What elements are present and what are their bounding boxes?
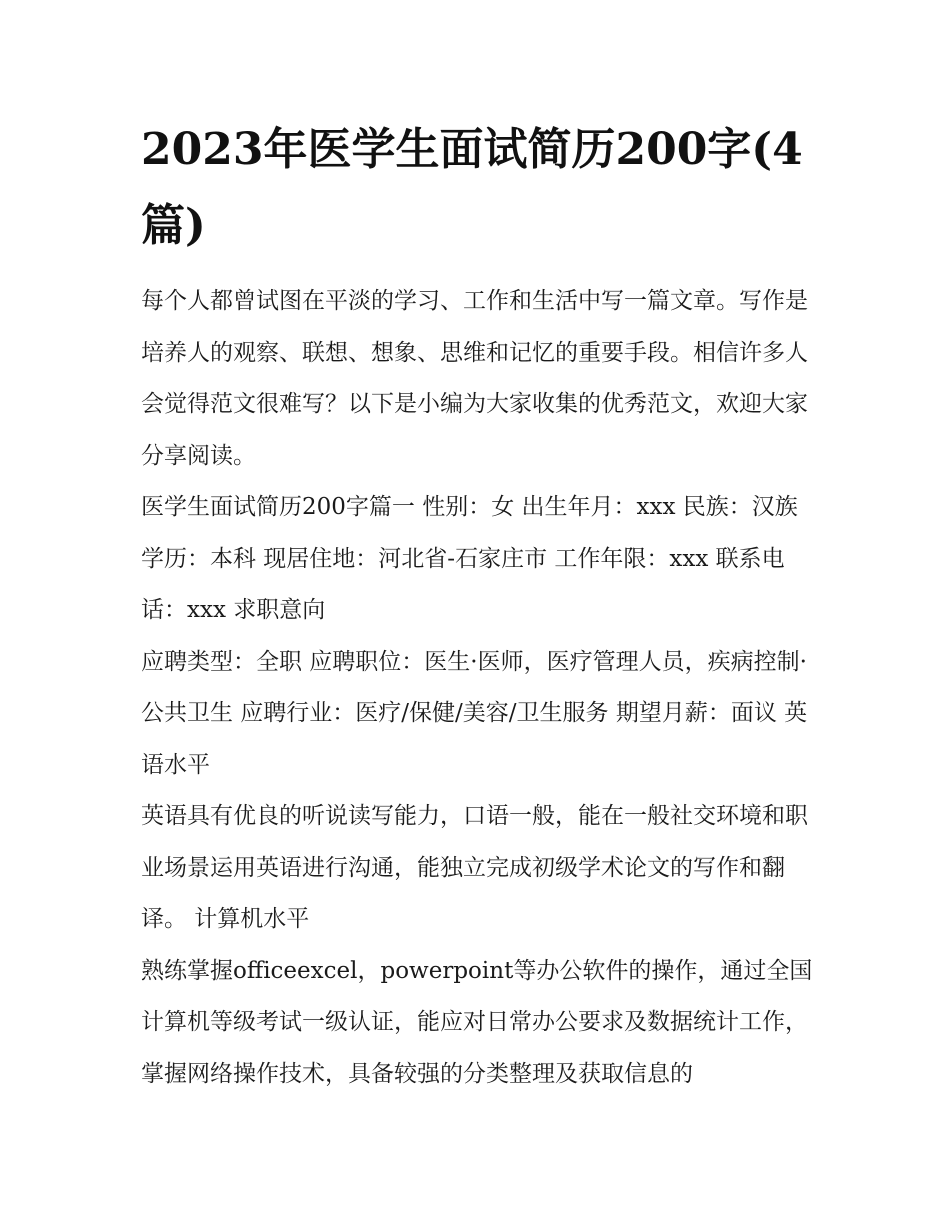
intro-paragraph: 每个人都曾试图在平淡的学习、工作和生活中写一篇文章。写作是培养人的观察、联想、想象、思维和记忆的重要手段。相信许多人会觉得范文很难写？以下是小编为大家收集的优秀范文，欢迎大家分享阅读。	[141, 288, 808, 469]
document-title: 2023年医学生面试简历200字(4篇)	[141, 124, 803, 251]
english-level-paragraph: 英语具有优良的听说读写能力，口语一般，能在一般社交环境和职业场景运用英语进行沟通，能独立完成初级学术论文的写作和翻译。 计算机水平	[141, 803, 808, 932]
job-intention-paragraph: 应聘类型：全职 应聘职位：医生·医师，医疗管理人员，疾病控制·公共卫生 应聘行业：医疗/保健/美容/卫生服务 期望月薪：面议 英语水平	[141, 648, 808, 778]
personal-info-paragraph: 医学生面试简历200字篇一 性别：女 出生年月：xxx 民族：汉族 学历：本科 现居住地：河北省-石家庄市 工作年限：xxx 联系电话：xxx 求职意向	[141, 494, 798, 623]
computer-level-paragraph: 熟练掌握officeexcel，powerpoint等办公软件的操作，通过全国计算机等级考试一级认证，能应对日常办公要求及数据统计工作，掌握网络操作技术，具备较强的分类整理及获取信息的	[141, 957, 813, 1087]
document-body	[141, 276, 817, 1100]
